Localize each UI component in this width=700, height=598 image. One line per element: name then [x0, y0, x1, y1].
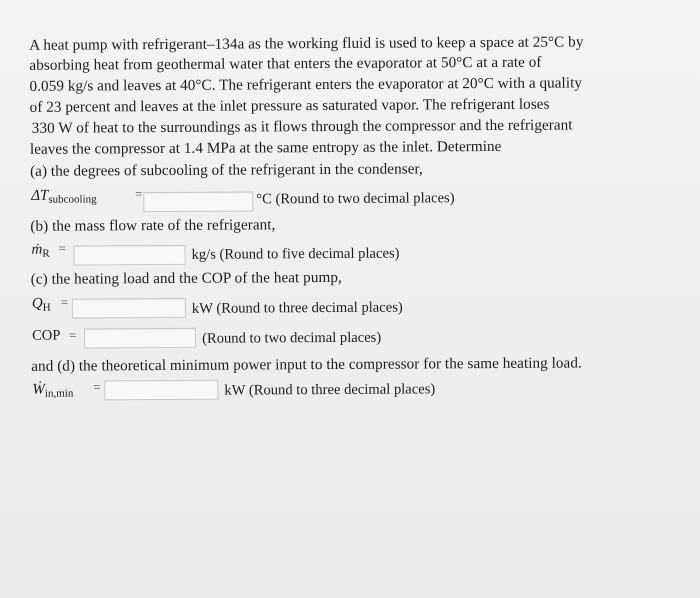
part-d-subscript: in,min: [44, 387, 74, 400]
subcooling-input[interactable]: [143, 191, 253, 212]
part-c-qh-subscript: H: [42, 301, 51, 314]
cop-input[interactable]: [84, 328, 196, 349]
cop-label: COP: [32, 327, 61, 344]
part-a-symbol: [31, 185, 97, 206]
part-d-symbol: [32, 380, 73, 401]
problem-line-1: A heat pump with refrigerant–134a as the working fluid is used to keep a space at 25°C by: [29, 33, 584, 54]
part-d-prompt: and (d) the theoretical minimum power input to the compressor for the same heating load.: [31, 354, 582, 375]
heating-load-input[interactable]: [72, 298, 186, 319]
part-a-unit-hint: °C (Round to two decimal places): [256, 190, 455, 208]
part-a-subscript: subcooling: [48, 193, 97, 206]
part-a-equals: =: [135, 186, 143, 202]
part-c-qh-unit-hint: kW (Round to three decimal places): [191, 299, 403, 317]
min-power-input[interactable]: [104, 380, 218, 401]
delta-t-symbol: ΔT: [31, 187, 49, 204]
part-b-subscript: R: [42, 247, 50, 260]
problem-line-3: 0.059 kg/s and leaves at 40°C. The refrigerant enters the evaporator at 20°C with a quality: [29, 74, 583, 95]
part-d-unit-hint: kW (Round to three decimal places): [224, 381, 436, 399]
cop-unit-hint: (Round to two decimal places): [202, 329, 382, 347]
part-d-equals: =: [93, 379, 101, 395]
part-b-prompt: (b) the mass flow rate of the refrigerant,: [30, 216, 276, 235]
part-c-qh-equals: =: [60, 294, 69, 310]
heating-load-symbol: Q: [31, 295, 43, 312]
part-a-prompt: (a) the degrees of subcooling of the refrigerant in the condenser,: [29, 160, 423, 180]
problem-line-6: leaves the compressor at 1.4 MPa at the same entropy as the inlet. Determine: [29, 137, 502, 158]
cop-equals: =: [69, 327, 77, 343]
problem-line-4: of 23 percent and leaves at the inlet pressure as saturated vapor. The refrigerant loses: [29, 95, 550, 116]
part-c-qh-symbol: [32, 294, 51, 315]
work-input-symbol: Ẇ: [32, 381, 45, 398]
problem-line-5: 330 W of heat to the surroundings as it flows through the compressor and the refrigerant: [31, 116, 573, 137]
problem-line-2: absorbing heat from geothermal water that enters the evaporator at 50°C at a rate of: [29, 53, 542, 74]
part-b-equals: =: [58, 240, 66, 256]
mass-flow-symbol: ṁ: [31, 241, 43, 258]
mass-flow-input[interactable]: [74, 245, 186, 266]
part-b-unit-hint: kg/s (Round to five decimal places): [191, 245, 400, 263]
part-c-prompt: (c) the heating load and the COP of the heat pump,: [30, 268, 342, 288]
part-b-symbol: [31, 240, 49, 261]
